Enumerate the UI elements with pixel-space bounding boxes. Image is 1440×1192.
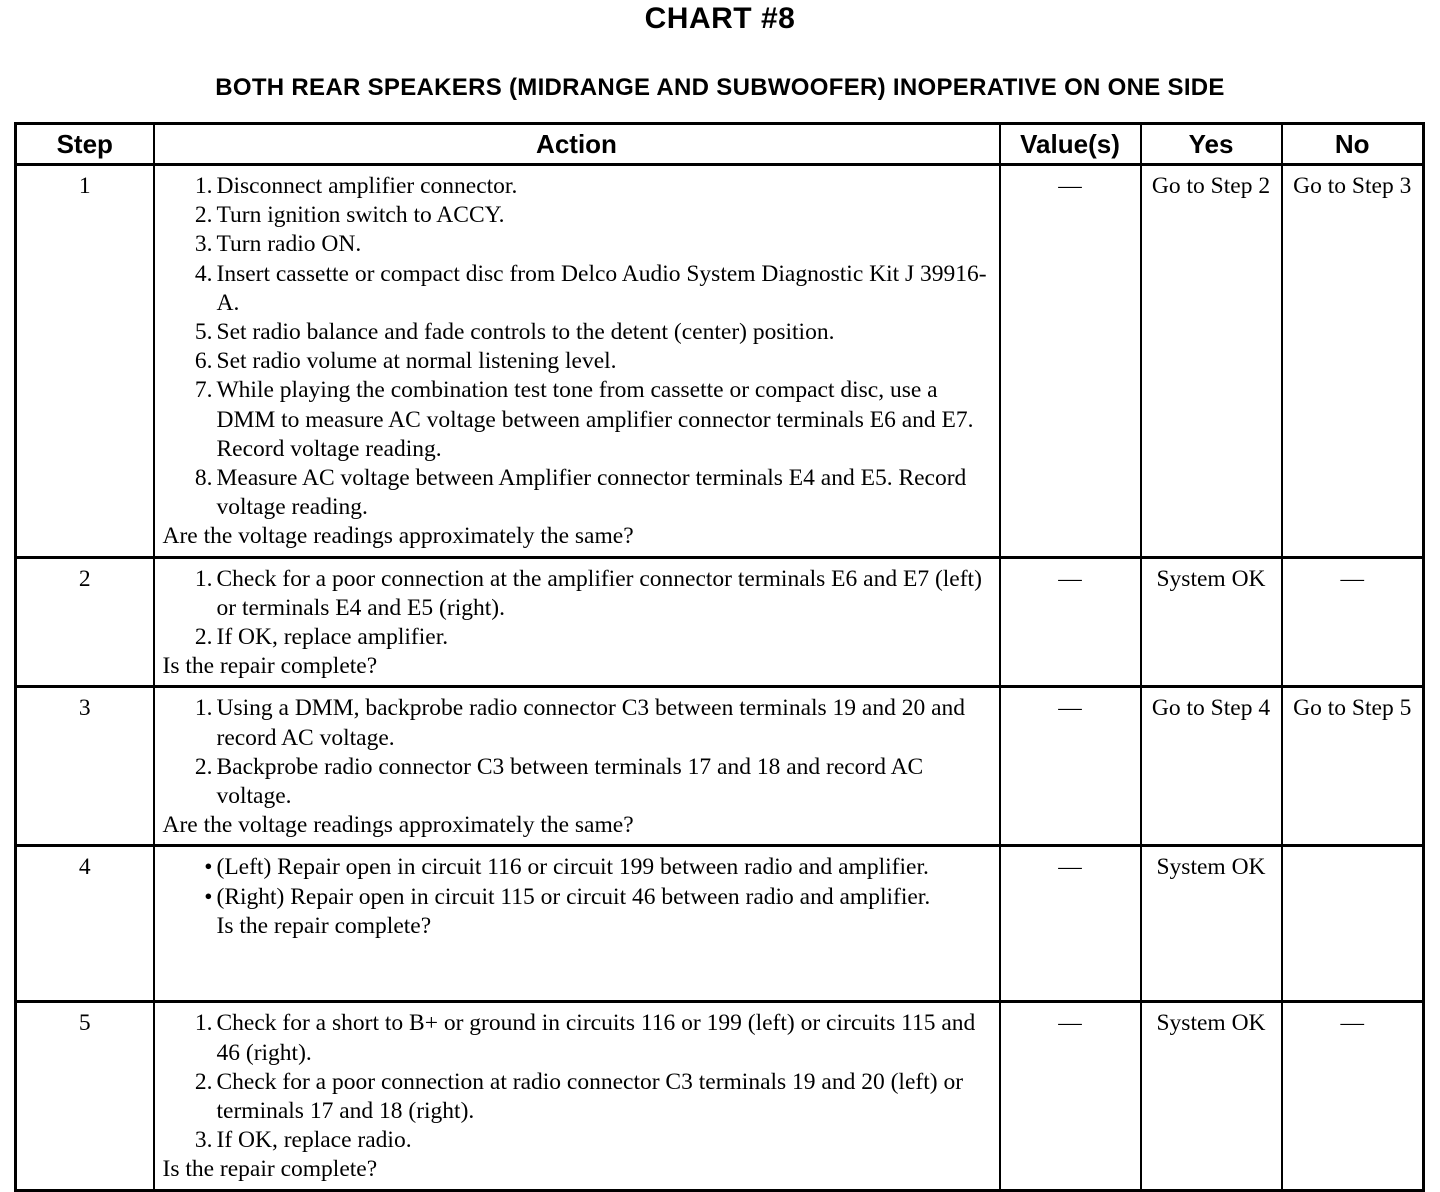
action-item	[163, 464, 989, 522]
action-item	[163, 347, 989, 376]
item-text: Set radio volume at normal listening level.	[216, 348, 617, 375]
action-cell	[154, 1002, 1000, 1190]
item-number: 6.	[194, 348, 213, 375]
item-number: 3.	[194, 1127, 213, 1154]
table-row-step-5	[16, 1002, 1424, 1190]
no-cell: —	[1282, 557, 1424, 687]
no-cell: Go to Step 5	[1282, 687, 1424, 846]
item-number: 2.	[194, 202, 213, 229]
action-item	[163, 172, 989, 201]
action-list	[163, 172, 989, 522]
column-header-values: Value(s)	[1000, 124, 1141, 165]
action-cell	[154, 846, 1000, 1002]
item-text: Disconnect amplifier connector.	[216, 173, 518, 199]
action-cell	[154, 165, 1000, 558]
step-question: Are the voltage readings approximately the same?	[162, 812, 634, 839]
action-item	[163, 260, 989, 318]
no-cell	[1282, 846, 1424, 1002]
item-text: If OK, replace radio.	[216, 1127, 412, 1154]
diagnostic-table	[14, 122, 1425, 1192]
item-text: Insert cassette or compact disc from Delco Audio System Diagnostic Kit J 39916-A.	[216, 260, 987, 316]
action-item	[163, 201, 989, 230]
action-item	[163, 1126, 989, 1155]
column-header-step: Step	[16, 124, 154, 165]
value-cell: —	[1000, 1002, 1141, 1190]
action-item	[163, 623, 989, 652]
action-item	[163, 883, 989, 912]
chart-subtitle: BOTH REAR SPEAKERS (MIDRANGE AND SUBWOOFER) INOPERATIVE ON ONE SIDE	[215, 74, 1225, 101]
action-cell	[154, 687, 1000, 846]
step-number: 2	[16, 557, 154, 687]
table-row-step-3	[16, 687, 1424, 846]
value-cell: —	[1000, 557, 1141, 687]
yes-cell: System OK	[1141, 1002, 1282, 1190]
action-item	[163, 694, 989, 752]
action-item	[163, 318, 989, 347]
action-list	[163, 1009, 989, 1155]
step-question: Is the repair complete?	[162, 1156, 378, 1183]
yes-cell: System OK	[1141, 557, 1282, 687]
column-header-yes: Yes	[1141, 124, 1282, 165]
item-number: 4.	[194, 260, 213, 287]
yes-cell: Go to Step 2	[1141, 165, 1282, 558]
item-number: 1.	[194, 173, 213, 199]
action-list	[163, 565, 989, 653]
action-item	[163, 1068, 989, 1126]
item-text: While playing the combination test tone from cassette or compact disc, use a DMM to measure AC voltage between amplifier connector terminals E6 and E7. Record voltage reading.	[216, 377, 974, 462]
step-number: 4	[16, 846, 154, 1002]
action-item	[163, 853, 989, 882]
table-row-step-1	[16, 165, 1424, 558]
item-number: 5.	[194, 319, 213, 346]
step-question: Is the repair complete?	[162, 653, 378, 680]
item-text: Check for a short to B+ or ground in circuits 116 or 199 (left) or circuits 115 and 46 (right).	[216, 1010, 976, 1066]
item-text: If OK, replace amplifier.	[216, 624, 449, 651]
item-number: 2.	[194, 753, 213, 780]
action-item	[163, 230, 989, 259]
action-item	[163, 1009, 989, 1067]
action-bullet-list	[163, 853, 989, 911]
item-text: Check for a poor connection at radio connector C3 terminals 19 and 20 (left) or terminals 17 and 18 (right).	[216, 1068, 964, 1125]
action-item	[163, 753, 989, 811]
item-text: Backprobe radio connector C3 between terminals 17 and 18 and record AC voltage.	[216, 753, 924, 810]
item-number: 1.	[194, 565, 213, 592]
header-row	[16, 124, 1424, 165]
item-number: 2.	[194, 624, 213, 651]
item-number: 1.	[194, 1010, 213, 1037]
value-cell: —	[1000, 165, 1141, 558]
item-text: Check for a poor connection at the amplifier connector terminals E6 and E7 (left) or terminals E4 and E5 (right).	[216, 565, 982, 621]
item-number: 2.	[194, 1068, 213, 1095]
table-row-step-4	[16, 846, 1424, 1002]
no-cell: —	[1282, 1002, 1424, 1190]
page-title: CHART #8	[644, 2, 796, 35]
item-text: Turn radio ON.	[216, 231, 362, 258]
column-header-no: No	[1282, 124, 1424, 165]
item-number: 1.	[194, 695, 213, 722]
step-number: 1	[16, 165, 154, 558]
item-text: Turn ignition switch to ACCY.	[216, 202, 505, 229]
step-question: Is the repair complete?	[216, 912, 432, 939]
item-text: (Left) Repair open in circuit 116 or circuit 199 between radio and amplifier.	[216, 854, 929, 881]
item-text: (Right) Repair open in circuit 115 or circuit 46 between radio and amplifier.	[216, 883, 931, 910]
value-cell: —	[1000, 687, 1141, 846]
value-cell: —	[1000, 846, 1141, 1002]
item-text: Using a DMM, backprobe radio connector C3 between terminals 19 and 20 and record AC voltage.	[216, 695, 966, 751]
item-number: 3.	[194, 231, 213, 258]
item-number: 7.	[194, 377, 213, 404]
item-number: 8.	[194, 465, 213, 492]
no-cell: Go to Step 3	[1282, 165, 1424, 558]
action-list	[163, 694, 989, 811]
step-question: Are the voltage readings approximately the same?	[162, 523, 634, 550]
column-header-action: Action	[154, 124, 1000, 165]
yes-cell: System OK	[1141, 846, 1282, 1002]
table-row-step-2	[16, 557, 1424, 687]
yes-cell: Go to Step 4	[1141, 687, 1282, 846]
action-item	[163, 376, 989, 464]
action-item	[163, 565, 989, 623]
step-number: 3	[16, 687, 154, 846]
action-cell	[154, 557, 1000, 687]
bullet-mark: •	[204, 854, 213, 881]
item-text: Set radio balance and fade controls to the detent (center) position.	[216, 319, 835, 346]
step-number: 5	[16, 1002, 154, 1190]
bullet-mark: •	[204, 883, 213, 910]
item-text: Measure AC voltage between Amplifier connector terminals E4 and E5. Record voltage reading.	[216, 465, 967, 521]
